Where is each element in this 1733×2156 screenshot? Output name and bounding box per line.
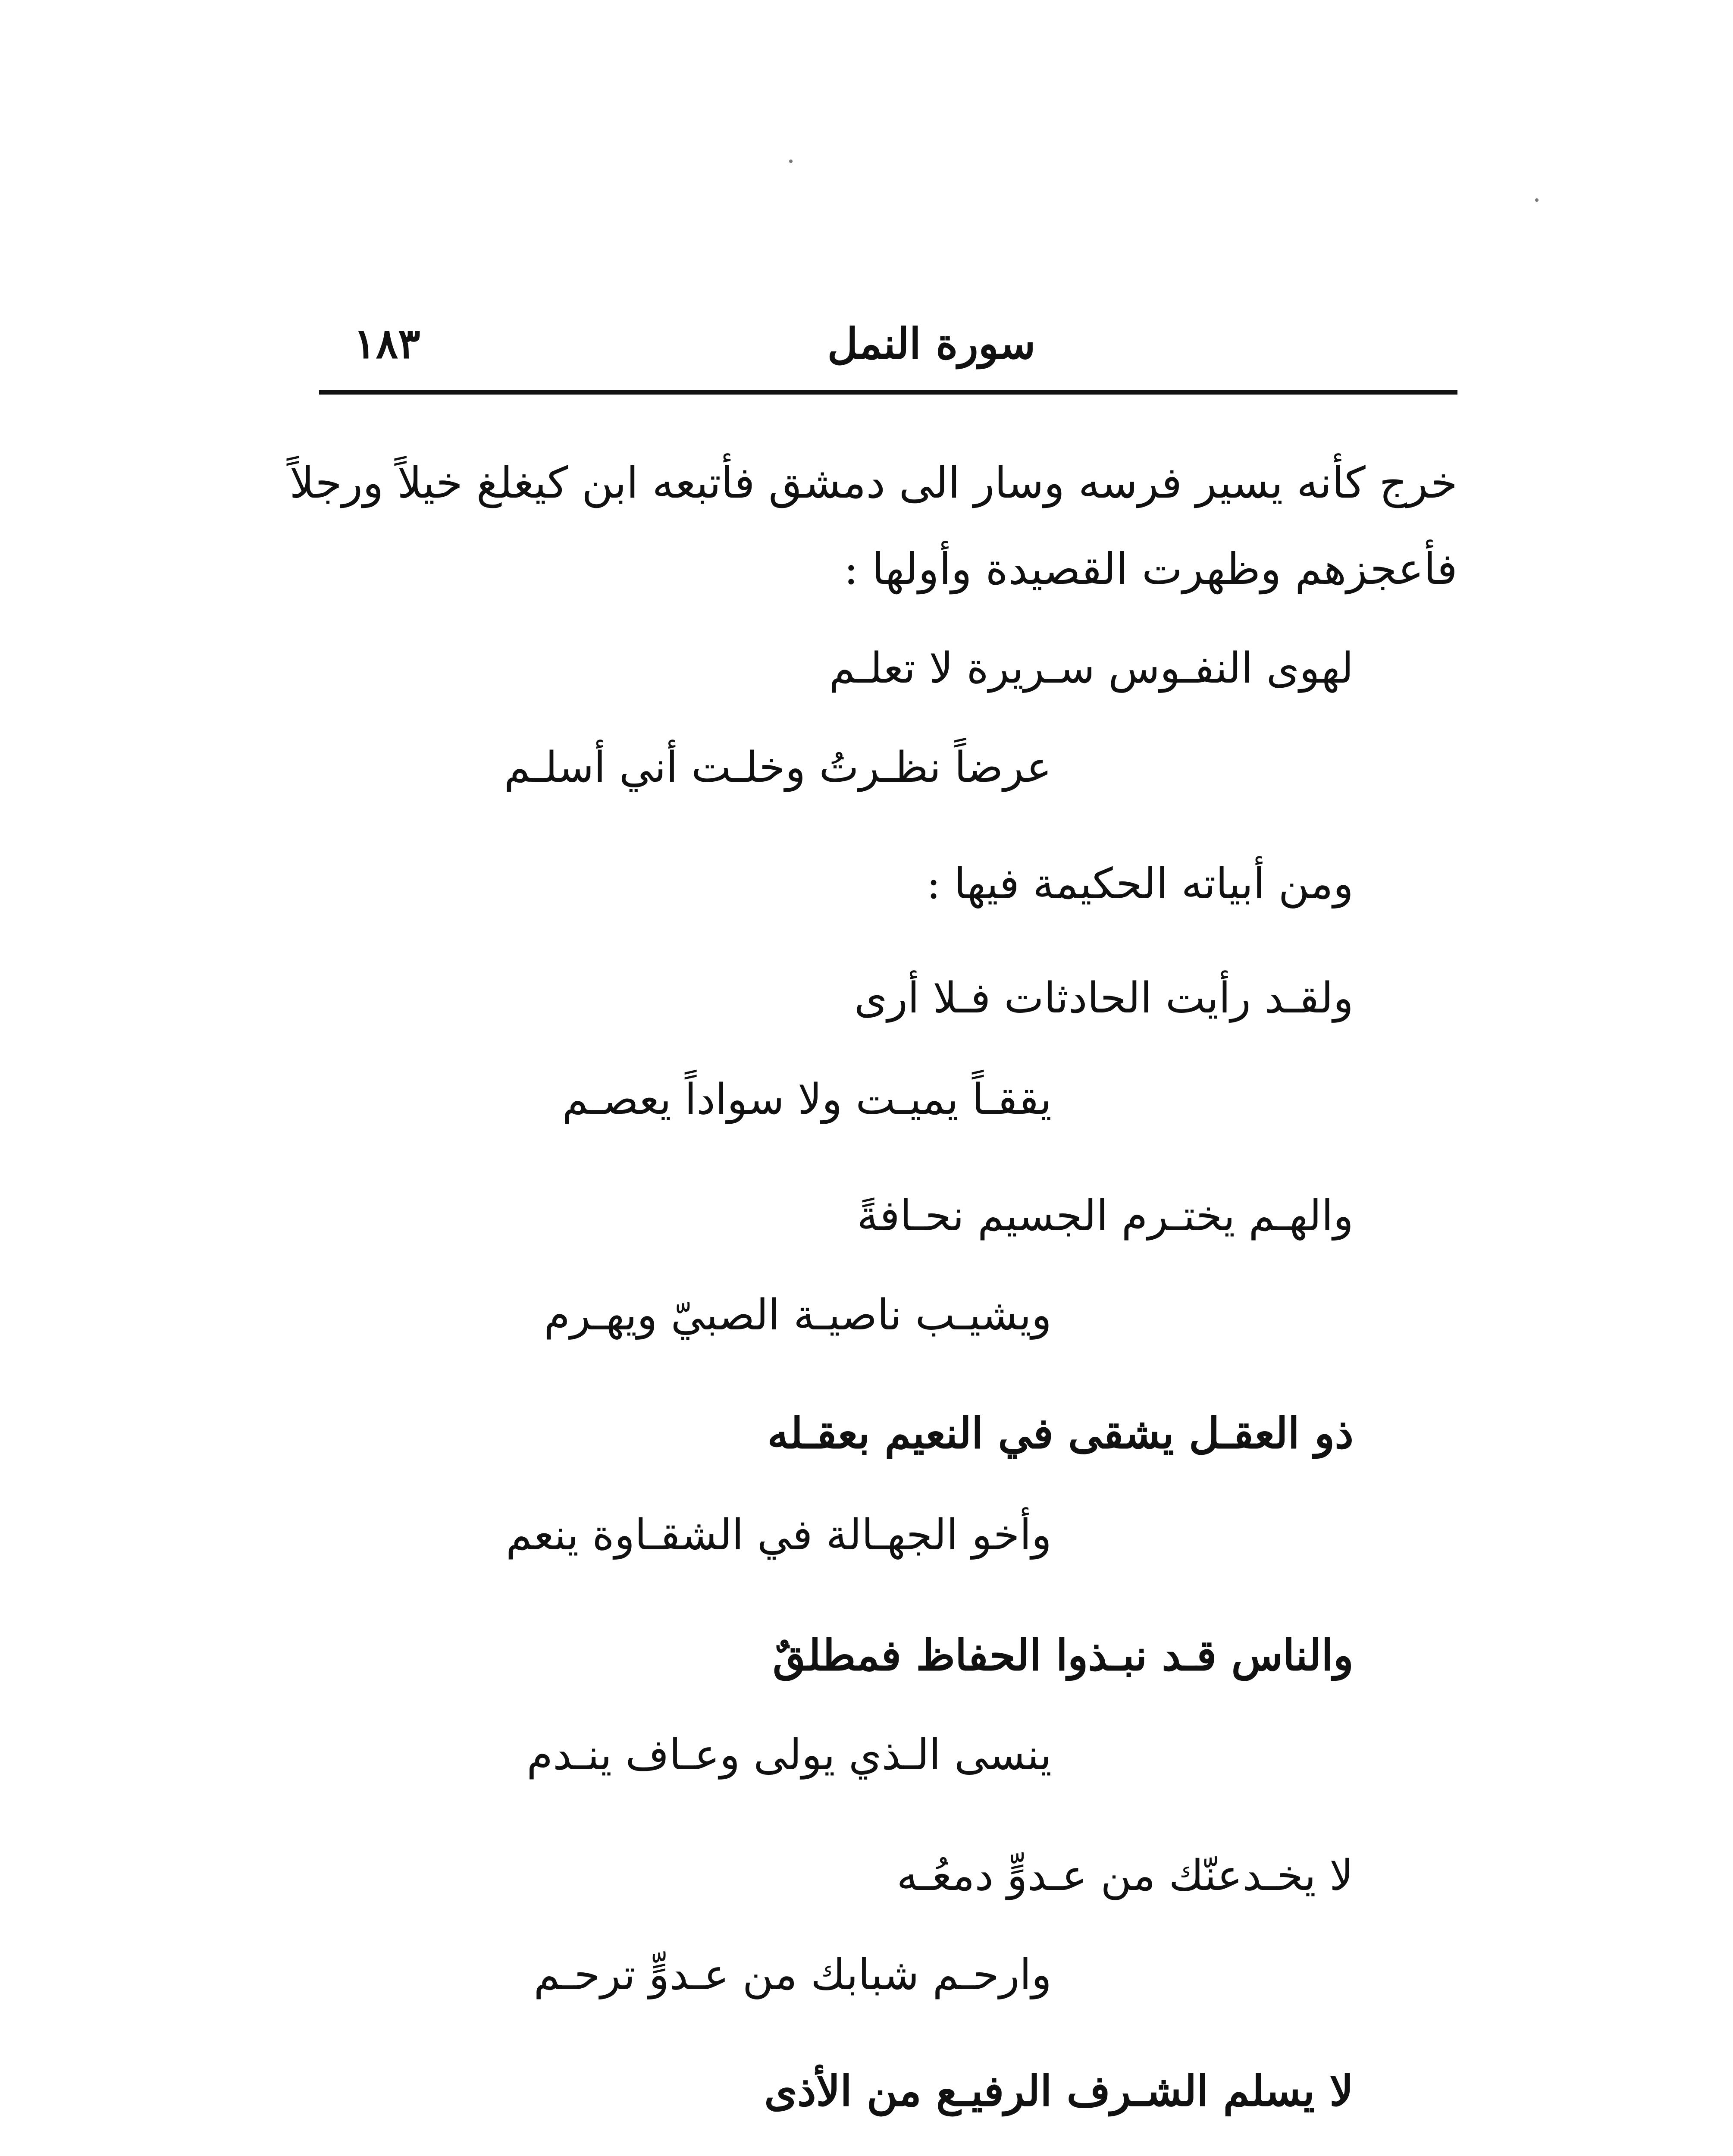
verse-hemistich: والناس قـد نبـذوا الحفاظ فمطلقٌ <box>773 1631 1354 1680</box>
section-intro: ومن أبياته الحكيمة فيها : <box>926 859 1354 909</box>
verse-hemistich: وأخو الجهـالة في الشقـاوة ينعم <box>505 1510 1052 1560</box>
verse-hemistich: لهوى النفـوس سـريرة لا تعلـم <box>829 644 1354 693</box>
page-number: ١٨٣ <box>354 319 420 368</box>
verse-hemistich: والهـم يختـرم الجسيم نحـافةً <box>857 1191 1354 1241</box>
verse-hemistich: وارحـم شبابك من عـدوٍّ ترحـم <box>533 1950 1052 1999</box>
header-rule <box>319 390 1457 395</box>
verse-hemistich: ولقـد رأيت الحادثات فـلا أرى <box>854 974 1354 1023</box>
scan-speck <box>1535 198 1539 202</box>
verse-hemistich: لا يسلم الشـرف الرفيـع من الأذى <box>764 2066 1354 2116</box>
verse-hemistich: ذو العقـل يشقى في النعيم بعقـله <box>767 1409 1354 1458</box>
running-title: سورة النمل <box>827 319 1036 369</box>
page-header <box>319 302 1457 388</box>
prose-line: خرج كأنه يسير فرسه وسار الى دمشق فأتبعه ابن كيغلغ خيلاً ورجلاً <box>289 458 1457 508</box>
scan-speck <box>789 160 793 163</box>
prose-line: فأعجزهم وظهرت القصيدة وأولها : <box>843 544 1457 594</box>
verse-hemistich: يققـاً يميـت ولا سواداً يعصـم <box>562 1075 1052 1124</box>
verse-hemistich: ينسى الـذي يولى وعـاف ينـدم <box>526 1730 1052 1780</box>
verse-hemistich: لا يخـدعنّك من عـدوٍّ دمعُـه <box>896 1851 1354 1900</box>
verse-hemistich: ويشيـب ناصيـة الصبيّ ويهـرم <box>544 1291 1052 1340</box>
verse-hemistich: عرضاً نظـرتُ وخلـت أني أسلـم <box>504 743 1052 792</box>
prose-paragraph <box>289 440 1457 612</box>
